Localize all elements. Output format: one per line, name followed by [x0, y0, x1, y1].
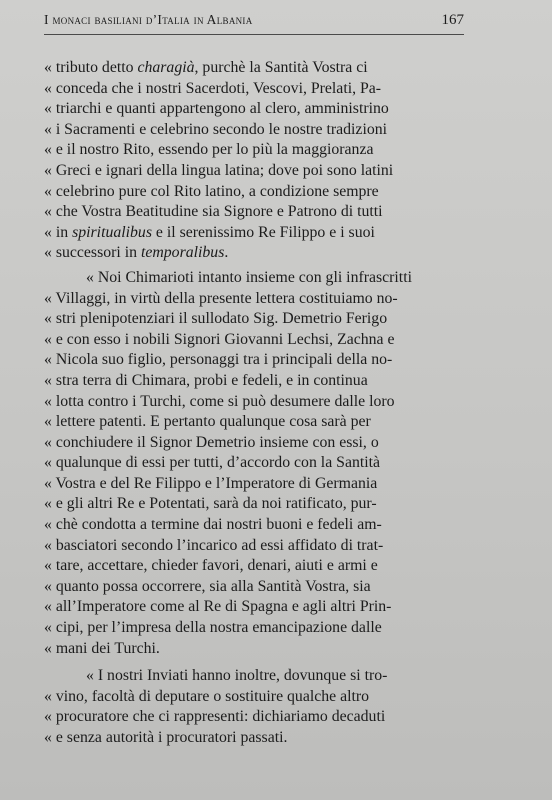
text-segment: « e con esso i nobili Signori Giovanni Lechsi, Zachna e: [44, 330, 395, 348]
text-segment: « stri plenipotenziari il sullodato Sig. Demetrio Ferigo: [44, 310, 388, 328]
text-line: [44, 289, 474, 310]
text-segment: « i Sacramenti e celebrino secondo le nostre tradizioni: [44, 120, 388, 138]
text-segment: « tributo detto: [44, 59, 138, 76]
text-segment: « quanto possa occorrere, sia alla Santità Vostra, sia: [44, 577, 371, 595]
text-segment: « tare, accettare, chieder favori, denari, aiuti e armi e: [44, 557, 378, 575]
text-line: [44, 223, 474, 244]
text-line: [44, 182, 474, 203]
text-segment: « cipi, per l’impresa della nostra emancipazione dalle: [44, 619, 382, 637]
text-segment: « successori in: [44, 244, 141, 262]
text-line: [44, 577, 474, 598]
text-segment: « stra terra di Chimara, probi e fedeli, e in continua: [44, 371, 368, 389]
text-segment: « celebrino pure col Rito latino, a condizione sempre: [44, 182, 379, 200]
text-segment: « basciatori secondo l’incarico ad essi affidato di trat-: [44, 536, 384, 554]
text-segment: « procuratore che ci rappresenti: dichiariamo decaduti: [44, 708, 386, 726]
text-segment: « qualunque di essi per tutti, d’accordo con la Santità: [44, 454, 381, 472]
text-line: [44, 666, 474, 687]
text-line: [44, 243, 474, 264]
text-line: [44, 687, 474, 708]
text-segment: .: [224, 244, 229, 262]
text-segment: « I nostri Inviati hanno inoltre, dovunque si tro-: [86, 667, 388, 685]
text-segment: « triarchi e quanti appartengono al clero, amministrino: [44, 100, 389, 118]
text-line: [44, 268, 474, 289]
text-segment: « e gli altri Re e Potentati, sarà da noi ratificato, pur-: [44, 495, 377, 513]
text-line: [44, 140, 474, 161]
text-segment: « lettere patenti. E pertanto qualunque cosa sarà per: [44, 413, 371, 431]
text-line: [44, 330, 474, 351]
text-segment: « lotta contro i Turchi, come si può desumere dalle loro: [44, 392, 395, 410]
text-segment: e il serenissimo Re Filippo e i suoi: [151, 223, 375, 241]
text-line: [44, 202, 474, 223]
text-line: [44, 618, 474, 639]
text-segment: « Villaggi, in virtù della presente lettera costituiamo no-: [44, 289, 398, 307]
text-line: [44, 639, 474, 660]
text-line: [44, 58, 474, 79]
text-segment: « Vostra e del Re Filippo e l’Imperatore di Germania: [44, 474, 378, 492]
text-line: [44, 536, 474, 557]
text-line: [44, 309, 474, 330]
text-line: [44, 556, 474, 577]
text-segment: « Nicola suo figlio, personaggi tra i principali della no-: [44, 351, 393, 369]
text-segment: , purchè la Santità Vostra ci: [194, 59, 368, 76]
text-segment: « all’Imperatore come al Re di Spagna e agli altri Prin-: [44, 598, 392, 616]
text-line: [44, 707, 474, 728]
text-line: [44, 392, 474, 413]
text-line: [44, 161, 474, 182]
page-header: [44, 12, 464, 35]
text-line: [44, 494, 474, 515]
text-line: [44, 515, 474, 536]
text-line: [44, 412, 474, 433]
text-line: [44, 79, 474, 100]
text-segment: « chè condotta a termine dai nostri buoni e fedeli am-: [44, 516, 382, 534]
text-line: [44, 99, 474, 120]
text-line: [44, 371, 474, 392]
text-line: [44, 597, 474, 618]
text-segment: « e il nostro Rito, essendo per lo più la maggioranza: [44, 141, 374, 159]
text-segment: « conchiudere il Signor Demetrio insieme con essi, o: [44, 433, 379, 451]
text-segment: « che Vostra Beatitudine sia Signore e Patrono di tutti: [44, 203, 383, 221]
text-line: [44, 453, 474, 474]
text-segment: « in: [44, 223, 73, 241]
text-line: [44, 728, 474, 749]
page-number: 167: [441, 12, 464, 28]
italic-text: spiritualibus: [72, 223, 152, 241]
italic-text: charagià: [137, 59, 195, 76]
text-line: [44, 120, 474, 141]
text-line: [44, 350, 474, 371]
text-line: [44, 474, 474, 495]
text-segment: « Greci e ignari della lingua latina; dove poi sono latini: [44, 161, 394, 179]
running-head: I monaci basiliani d’Italia in Albania: [44, 12, 253, 27]
body-text: [44, 58, 474, 749]
text-segment: « Noi Chimarioti intanto insieme con gli infrascritti: [86, 268, 412, 286]
text-segment: « conceda che i nostri Sacerdoti, Vescovi, Prelati, Pa-: [44, 79, 382, 97]
text-segment: « e senza autorità i procuratori passati.: [44, 729, 288, 746]
text-segment: « vino, facoltà di deputare o sostituire qualche altro: [44, 687, 370, 705]
text-segment: « mani dei Turchi.: [44, 639, 160, 657]
text-line: [44, 433, 474, 454]
italic-text: temporalibus: [140, 244, 225, 262]
